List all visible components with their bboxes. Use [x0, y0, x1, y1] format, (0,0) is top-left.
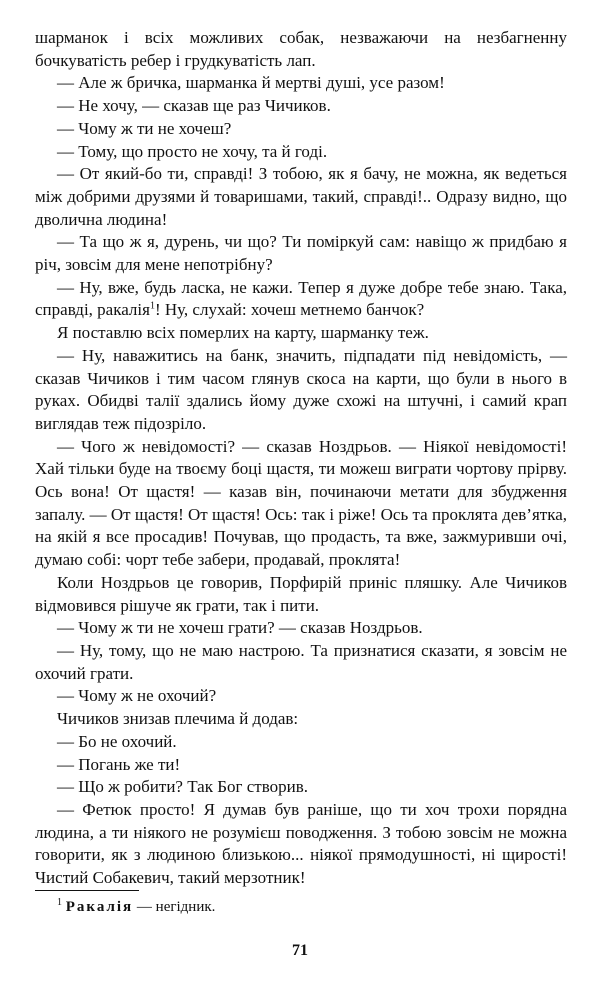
footnote-separator-rule [35, 890, 139, 891]
paragraph-text-after-note: ! Ну, слухай: хочеш метнемо банчок? [154, 300, 425, 320]
paragraph: — Ну, тому, що не маю настрою. Та признатися сказати, я зовсім не охочий грати. [35, 640, 567, 683]
paragraph: — Тому, що просто не хочу, та й годі. [57, 141, 328, 161]
paragraph: — Та що ж я, дурень, чи що? Ти поміркуй сам: навіщо ж придбаю я річ, зовсім для мене непотрібну? [35, 232, 567, 275]
paragraph: — Що ж робити? Так Бог створив. [57, 777, 308, 797]
paragraph: — Але ж бричка, шарманка й мертві душі, усе разом! [57, 73, 445, 93]
paragraph-text-before-note: — Ну, вже, будь ласка, не кажи. Тепер я дуже добре тебе знаю. Така, справді, ракалія [35, 277, 567, 320]
page-text-body [35, 27, 567, 890]
paragraph: — Не хочу, — сказав ще раз Чичиков. [57, 96, 331, 116]
paragraph: Коли Ноздрьов це говорив, Порфирій приніс пляшку. Але Чичиков відмовився рішуче як грати, так і пити. [35, 572, 567, 615]
footnote [57, 897, 557, 917]
paragraph: — Чому ж ти не хочеш? [57, 118, 232, 138]
paragraph: — Чого ж невідомості? — сказав Ноздрьов. — Ніякої невідомості! Хай тільки буде на твоєму боці щастя, ти можеш виграти чортову прірву. Ось вона! От щастя! — казав він, починаючи метати для збудження запалу. — От щастя! От щастя! Ось: так і ріже! Ось та проклята дев’ятка, на якій я все просадив! Почував, що продасть, та вже, зажмуривши очі, думаю собі: чорт тебе забери, продавай, проклята! [35, 436, 567, 570]
paragraph-with-footnote-mark [35, 277, 567, 322]
paragraph: — Бо не охочий. [57, 731, 177, 751]
footnote-term: Ракалія [65, 899, 134, 915]
footnote-mark: 1 [57, 897, 62, 908]
paragraph: — Ну, наважитись на банк, значить, підпадати під невідомість, — сказав Чичиков і тим часом глянув скоса на карти, що були в нього в руках. Обидві талії здались йому дуже схожі на штучні, і самий крап виглядав теж підозріло. [35, 345, 567, 433]
paragraph: — Чому ж ти не хочеш грати? — сказав Ноздрьов. [57, 618, 423, 638]
page-number: 71 [292, 942, 308, 959]
paragraph: — Чому ж не охочий? [57, 686, 217, 706]
paragraph: Я поставлю всіх померлих на карту, шарманку теж. [57, 323, 429, 343]
paragraph: — Фетюк просто! Я думав був раніше, що ти хоч трохи порядна людина, а ти ніякого не розумієш поводження. З тобою зовсім не можна говорити, як з людиною близькою... ніякої прямодушності, ні щирості! Чистий Собакевич, такий мерзотник! [35, 799, 567, 888]
paragraph: — Погань же ти! [57, 754, 181, 774]
paragraph: — От який-бо ти, справді! З тобою, як я бачу, не можна, як ведеться між добрими друзями й товаришами, такий, справді!.. Одразу видно, що дволична людина! [35, 164, 567, 229]
paragraph: Чичиков знизав плечима й додав: [57, 709, 299, 729]
footnote-reference-mark: 1 [149, 300, 155, 312]
paragraph: шарманок і всіх можливих собак, незважаючи на незбагненну бочкуватість ребер і грудкуватість лап. [35, 28, 567, 70]
footnote-definition: — негідник. [133, 899, 216, 915]
